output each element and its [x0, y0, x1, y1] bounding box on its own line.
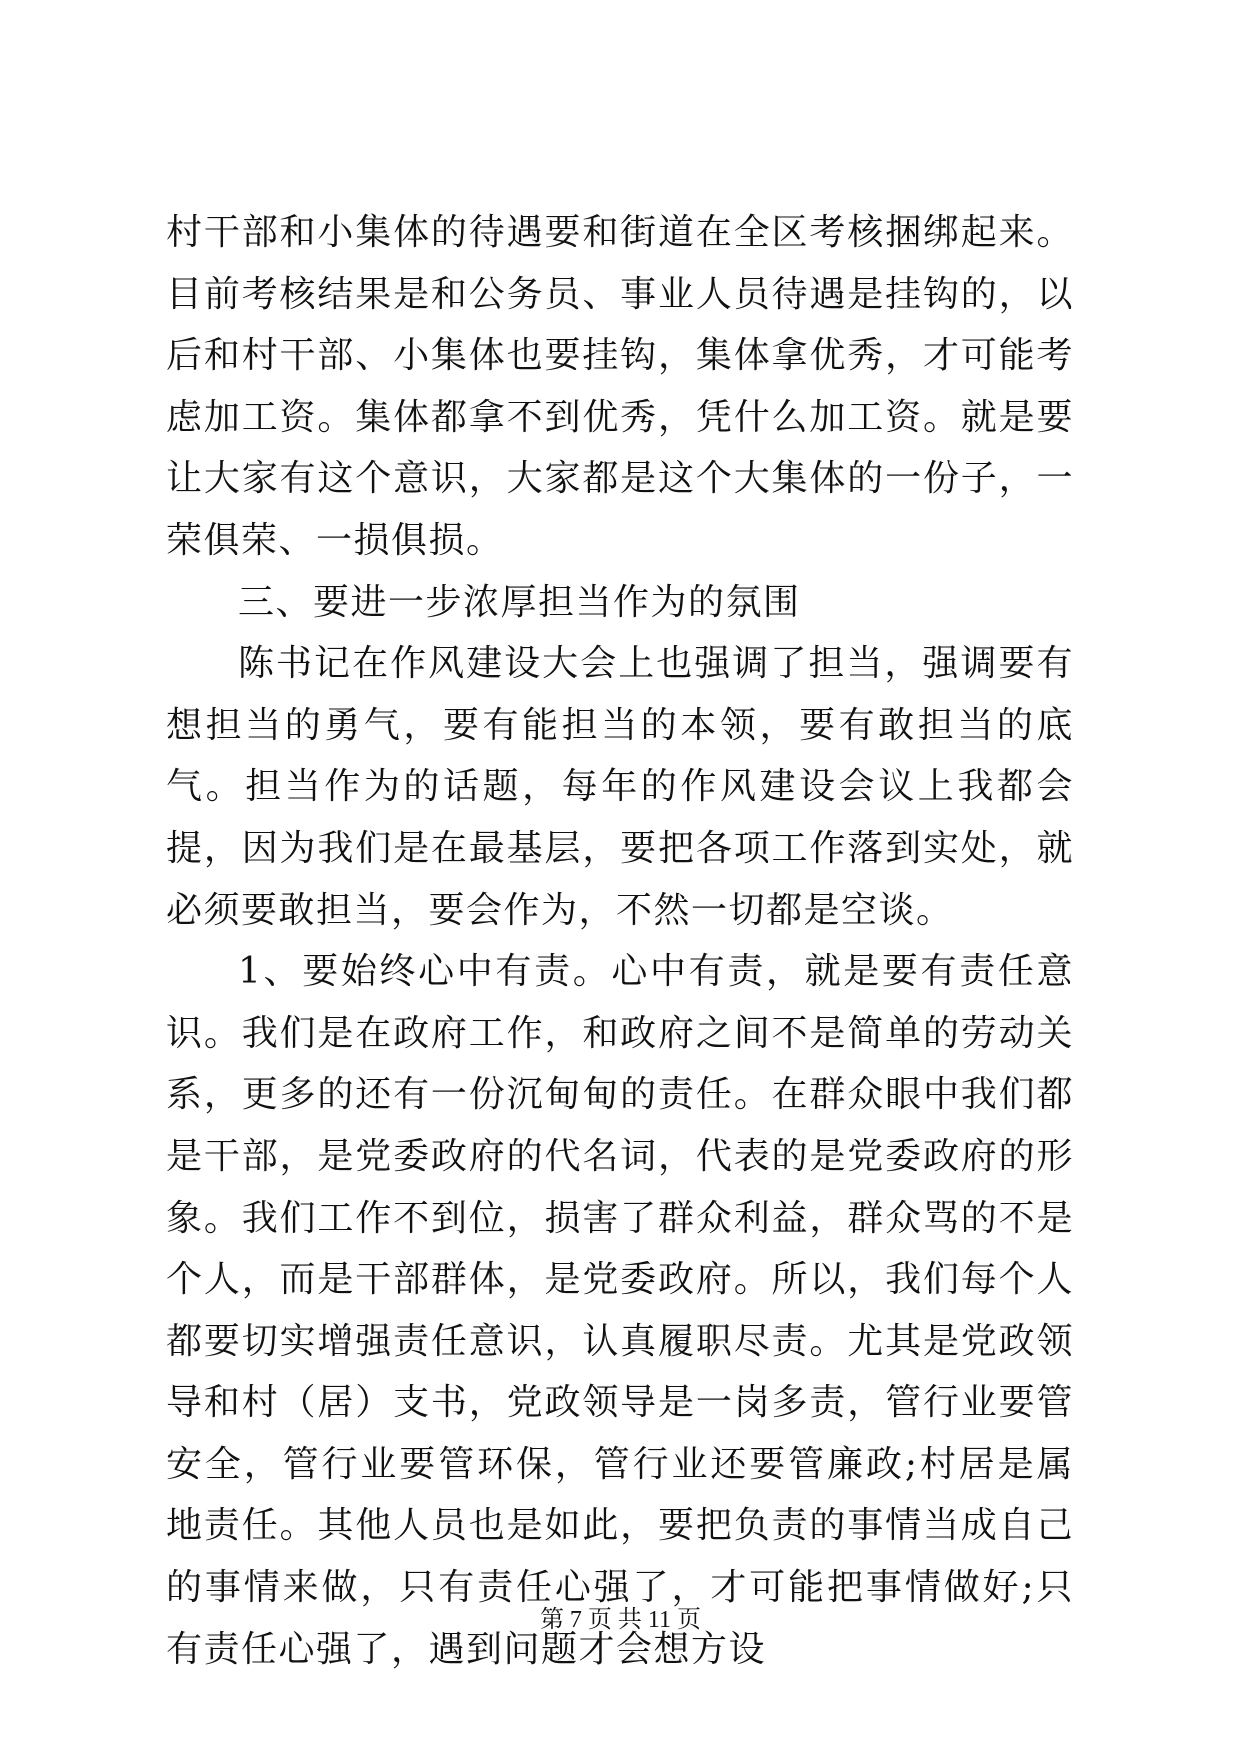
paragraph-1: 村干部和小集体的待遇要和街道在全区考核捆绑起来。目前考核结果是和公务员、事业人员待遇是挂钩的，以后和村干部、小集体也要挂钩，集体拿优秀，才可能考虑加工资。集体都拿不到优秀，凭什么加工资。就是要让大家有这个意识，大家都是这个大集体的一份子，一荣俱荣、一损俱损。	[166, 212, 1074, 561]
document-body	[166, 202, 1074, 1680]
paragraph-3: 1、要始终心中有责。心中有责，就是要有责任意识。我们是在政府工作，和政府之间不是简单的劳动关系，更多的还有一份沉甸甸的责任。在群众眼中我们都是干部，是党委政府的代名词，代表的是党委政府的形象。我们工作不到位，损害了群众利益，群众骂的不是个人，而是干部群体，是党委政府。所以，我们每个人都要切实增强责任意识，认真履职尽责。尤其是党政领导和村（居）支书，党政领导是一岗多责，管行业要管安全，管行业要管环保，管行业还要管廉政;村居是属地责任。其他人员也是如此，要把负责的事情当成自己的事情来做，只有责任心强了，才可能把事情做好;只有责任心强了，遇到问题才会想方设	[166, 951, 1074, 1670]
section-heading-3: 三、要进一步浓厚担当作为的氛围	[238, 581, 801, 623]
page-number-footer: 第 7 页 共 11 页	[539, 1607, 702, 1633]
paragraph-2: 陈书记在作风建设大会上也强调了担当，强调要有想担当的勇气，要有能担当的本领，要有敢担当的底气。担当作为的话题，每年的作风建设会议上我都会提，因为我们是在最基层，要把各项工作落到实处，就必须要敢担当，要会作为，不然一切都是空谈。	[166, 643, 1074, 931]
